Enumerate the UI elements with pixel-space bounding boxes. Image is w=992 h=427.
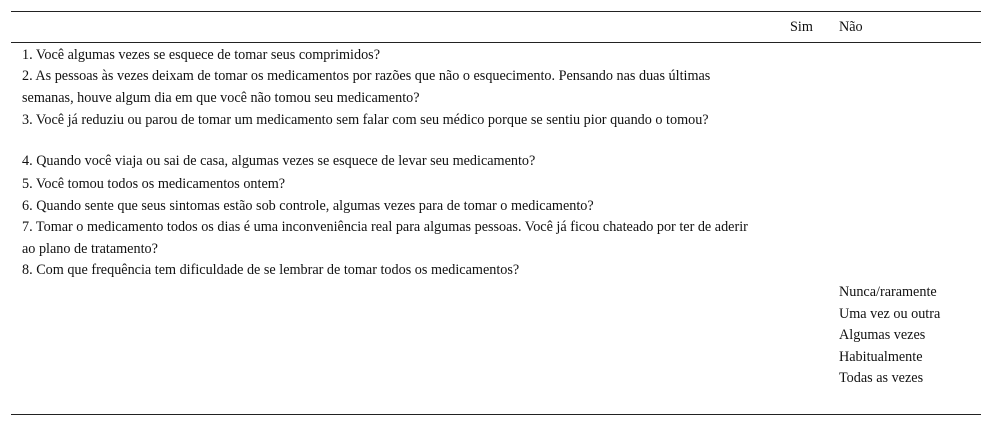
frequency-option-habitualmente: Habitualmente [839, 348, 923, 365]
question-6: 6. Quando sente que seus sintomas estão sob controle, algumas vezes para de tomar o medicamento? [22, 198, 594, 214]
frequency-option-uma-vez-ou-outra: Uma vez ou outra [839, 305, 941, 322]
frequency-option-algumas-vezes: Algumas vezes [839, 327, 926, 343]
column-header-sim: Sim [790, 19, 813, 35]
frequency-option-nunca-raramente: Nunca/raramente [839, 284, 937, 300]
question-3: 3. Você já reduziu ou parou de tomar um medicamento sem falar com seu médico porque se sentiu pior quando o tomou? [22, 112, 709, 128]
question-2: 2. As pessoas às vezes deixam de tomar os medicamentos por razões que não o esquecimento. Pensando nas duas últimas semanas, houve algum dia em que você não tomou seu medicamento? [22, 68, 711, 106]
frequency-options-list [839, 282, 959, 390]
table-header-row [11, 12, 981, 43]
question-1: 1. Você algumas vezes se esquece de tomar seus comprimidos? [22, 47, 380, 63]
frequency-option-todas-as-vezes: Todas as vezes [839, 370, 924, 386]
question-4: 4. Quando você viaja ou sai de casa, algumas vezes se esquece de levar seu medicamento? [22, 153, 536, 169]
column-header-nao: Não [839, 19, 863, 35]
question-7: 7. Tomar o medicamento todos os dias é uma inconveniência real para algumas pessoas. Você já ficou chateado por ter de aderir ao plano de tratamento? [22, 219, 748, 257]
questionnaire-table [11, 11, 981, 415]
question-8: 8. Com que frequência tem dificuldade de se lembrar de tomar todos os medicamentos? [22, 262, 520, 278]
question-5: 5. Você tomou todos os medicamentos ontem? [22, 176, 286, 192]
